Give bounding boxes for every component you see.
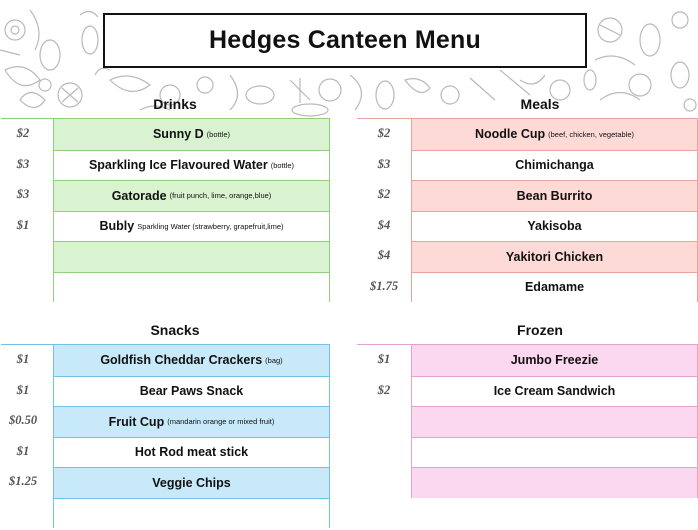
item-price: [361, 466, 407, 496]
frozen-top-rule: [357, 344, 412, 345]
snacks-table: [53, 344, 330, 528]
item-price: $2: [377, 126, 391, 140]
item-name: Ice Cream Sandwich: [493, 384, 616, 399]
meals-menu-row: [412, 272, 697, 303]
menu-title: Hedges Canteen Menu: [209, 26, 481, 54]
menu-title-box: [103, 13, 587, 68]
meals-menu-row: [412, 150, 697, 181]
item-price: $1: [16, 352, 30, 366]
frozen-menu-row: [412, 345, 697, 376]
meals-top-rule: [357, 118, 412, 119]
item-price: $1.25: [8, 474, 38, 488]
frozen-menu-row: [412, 467, 697, 498]
item-name: Yakisoba: [527, 219, 582, 234]
snacks-top-rule: [1, 344, 54, 345]
frozen-price-column: [361, 344, 407, 530]
frozen-heading: Frozen: [517, 322, 563, 338]
item-price: $1: [16, 382, 30, 397]
snacks-menu-row: [54, 376, 329, 407]
item-price: $3: [377, 156, 391, 171]
drinks-menu-row: [54, 272, 329, 303]
item-price: $1: [16, 217, 30, 232]
item-price: $3: [16, 187, 30, 201]
item-note: Sparkling Water (strawberry, grapefruit,lime): [137, 221, 284, 231]
item-name: Yakitori Chicken: [505, 249, 604, 264]
item-name: Jumbo Freezie: [510, 353, 599, 368]
item-name: Edamame: [524, 280, 585, 295]
item-note: (bottle): [206, 129, 231, 139]
item-price: $4: [377, 248, 391, 262]
snacks-menu-row: [54, 498, 329, 529]
item-price: [0, 240, 46, 270]
item-price: [0, 497, 46, 527]
frozen-table: [411, 344, 698, 498]
item-name: Bear Paws Snack: [139, 384, 244, 399]
drinks-menu-row: [54, 241, 329, 272]
item-price: $1.75: [369, 278, 399, 293]
frozen-menu-row: [412, 406, 697, 437]
item-name: Veggie Chips: [152, 475, 231, 490]
meals-menu-row: [412, 211, 697, 242]
item-name: Chimichanga: [515, 158, 594, 173]
item-note: (beef, chicken, vegetable): [548, 129, 635, 139]
frozen-menu-row: [412, 376, 697, 407]
drinks-top-rule: [1, 118, 54, 119]
item-note: (bottle): [270, 160, 295, 170]
item-name: Goldfish Cheddar Crackers: [100, 353, 263, 368]
meals-table: [411, 118, 698, 302]
item-name: Noodle Cup: [474, 127, 546, 142]
drinks-heading: Drinks: [153, 96, 197, 112]
item-price: $2: [377, 382, 391, 397]
snacks-menu-row: [54, 406, 329, 437]
meals-menu-row: [412, 180, 697, 211]
drinks-menu-row: [54, 180, 329, 211]
meals-price-column: [361, 118, 407, 304]
item-note: (fruit punch, lime, orange,blue): [169, 191, 272, 201]
item-name: Gatorade: [111, 188, 167, 203]
item-note: (mandarin orange or mixed fruit): [167, 417, 275, 427]
drinks-menu-row: [54, 119, 329, 150]
item-price: [0, 271, 46, 301]
item-price: [361, 436, 407, 466]
item-price: $1: [377, 352, 391, 366]
item-name: Fruit Cup: [108, 414, 165, 429]
snacks-menu-row: [54, 437, 329, 468]
item-name: Hot Rod meat stick: [134, 445, 249, 460]
item-price: $2: [16, 126, 30, 140]
item-price: $2: [377, 187, 391, 201]
drinks-price-column: [0, 118, 46, 304]
item-price: $4: [377, 217, 391, 232]
snacks-menu-row: [54, 467, 329, 498]
item-name: Bean Burrito: [516, 188, 593, 203]
snacks-price-column: [0, 344, 46, 530]
item-name: Sparkling Ice Flavoured Water: [88, 158, 268, 173]
meals-menu-row: [412, 119, 697, 150]
item-name: Bubly: [99, 219, 135, 234]
item-name: Sunny D: [152, 127, 204, 142]
item-price: $1: [16, 443, 30, 458]
drinks-menu-row: [54, 211, 329, 242]
drinks-table: [53, 118, 330, 302]
item-note: (bag): [265, 355, 283, 365]
meals-heading: Meals: [520, 96, 560, 112]
item-price: [361, 405, 407, 435]
item-price: $3: [16, 156, 30, 171]
snacks-heading: Snacks: [150, 322, 200, 338]
meals-menu-row: [412, 241, 697, 272]
item-price: $0.50: [8, 413, 38, 427]
frozen-menu-row: [412, 437, 697, 468]
snacks-menu-row: [54, 345, 329, 376]
drinks-menu-row: [54, 150, 329, 181]
